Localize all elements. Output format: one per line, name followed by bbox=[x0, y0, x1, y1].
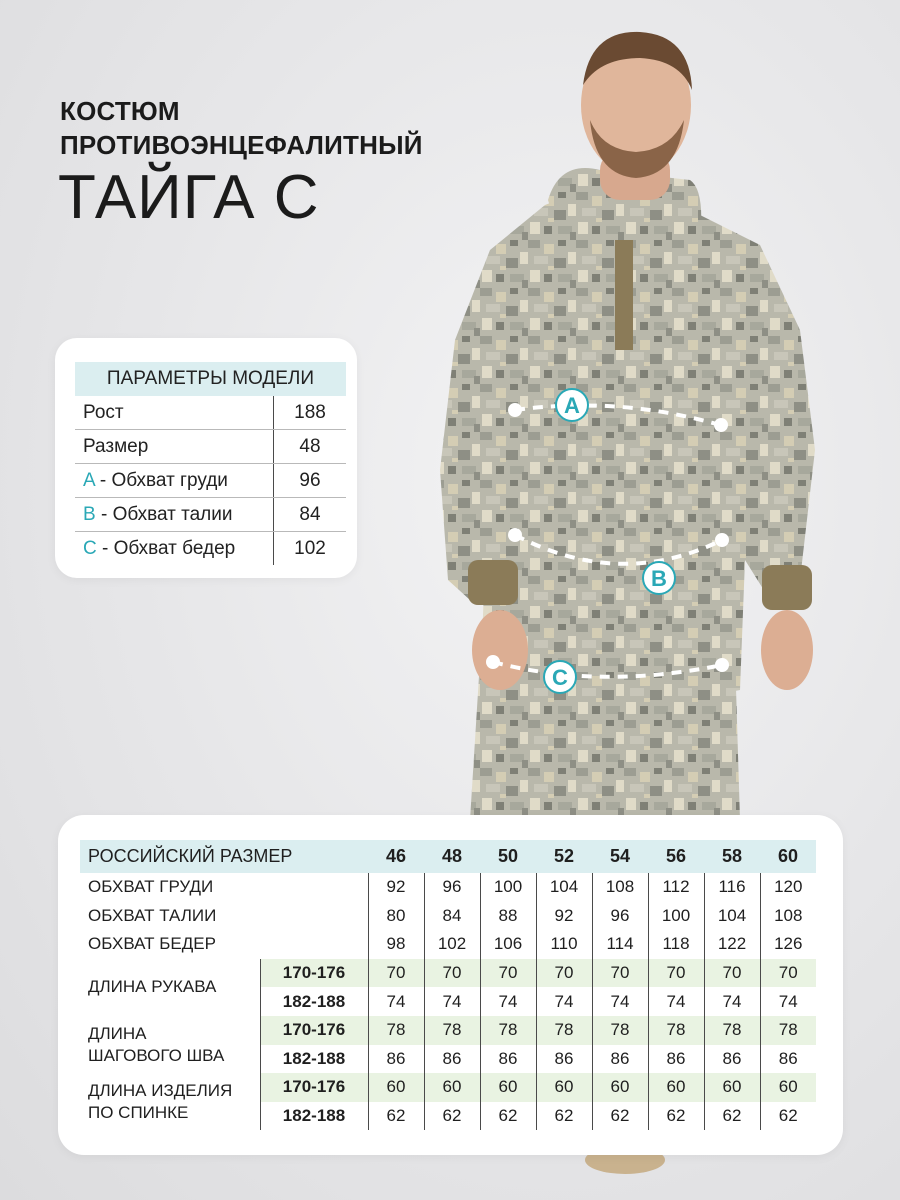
size-value-cell: 96 bbox=[592, 902, 648, 931]
size-value-cell: 74 bbox=[480, 987, 536, 1016]
size-row-label: ОБХВАТ ТАЛИИ bbox=[88, 905, 217, 925]
size-group-label bbox=[80, 1016, 260, 1073]
size-value-cell: 70 bbox=[368, 959, 424, 988]
size-value-cell: 108 bbox=[592, 873, 648, 902]
size-value-cell: 60 bbox=[424, 1073, 480, 1102]
size-value-cell: 104 bbox=[536, 873, 592, 902]
size-value-cell: 86 bbox=[424, 1045, 480, 1074]
size-value-cell: 114 bbox=[592, 930, 648, 959]
waist-dot-right bbox=[715, 533, 729, 547]
params-label: - Обхват бедер bbox=[96, 537, 236, 559]
size-value-cell: 60 bbox=[536, 1073, 592, 1102]
size-row-back-length bbox=[80, 1073, 816, 1102]
size-value-cell: 126 bbox=[760, 930, 816, 959]
size-value-cell: 86 bbox=[536, 1045, 592, 1074]
hips-dot-right bbox=[715, 658, 729, 672]
size-value-cell: 78 bbox=[480, 1016, 536, 1045]
size-value-cell: 78 bbox=[592, 1016, 648, 1045]
size-value-cell: 74 bbox=[592, 987, 648, 1016]
params-label: - Обхват груди bbox=[94, 469, 228, 491]
size-value-cell: 60 bbox=[480, 1073, 536, 1102]
height-range-cell: 182-188 bbox=[260, 987, 368, 1016]
size-value-cell: 62 bbox=[368, 1102, 424, 1131]
size-group-label-line: ДЛИНА ИЗДЕЛИЯ bbox=[88, 1080, 233, 1100]
marker-c bbox=[544, 661, 576, 693]
size-row-sleeve bbox=[80, 959, 816, 988]
params-row-waist bbox=[75, 498, 346, 532]
size-value-cell: 122 bbox=[704, 930, 760, 959]
params-letter: A bbox=[83, 469, 95, 491]
size-value-cell: 60 bbox=[368, 1073, 424, 1102]
size-value-cell: 120 bbox=[760, 873, 816, 902]
size-value-cell: 78 bbox=[760, 1016, 816, 1045]
size-chart-card bbox=[58, 815, 843, 1155]
size-value-cell: 86 bbox=[760, 1045, 816, 1074]
size-value-cell: 74 bbox=[368, 987, 424, 1016]
params-label: Рост bbox=[83, 401, 124, 423]
size-row-hips bbox=[80, 930, 816, 959]
size-value-cell: 78 bbox=[424, 1016, 480, 1045]
params-value: 102 bbox=[294, 537, 326, 559]
size-group-label-line: ДЛИНА bbox=[88, 1023, 147, 1043]
size-value-cell: 84 bbox=[424, 902, 480, 931]
size-header-cell: 52 bbox=[536, 840, 592, 873]
size-value-cell: 60 bbox=[648, 1073, 704, 1102]
size-header-cell: 48 bbox=[424, 840, 480, 873]
height-range-cell: 170-176 bbox=[260, 959, 368, 988]
size-value-cell: 86 bbox=[704, 1045, 760, 1074]
size-value-cell: 78 bbox=[648, 1016, 704, 1045]
size-value-cell: 86 bbox=[592, 1045, 648, 1074]
size-chart-table bbox=[80, 840, 816, 1130]
size-value-cell: 74 bbox=[760, 987, 816, 1016]
height-range-cell: 170-176 bbox=[260, 1073, 368, 1102]
model-params-table bbox=[75, 362, 346, 565]
size-value-cell: 70 bbox=[480, 959, 536, 988]
height-range-cell: 182-188 bbox=[260, 1045, 368, 1074]
params-value: 96 bbox=[274, 464, 347, 498]
size-value-cell: 62 bbox=[592, 1102, 648, 1131]
params-row-chest bbox=[75, 464, 346, 498]
size-value-cell: 110 bbox=[536, 930, 592, 959]
size-value-cell: 108 bbox=[760, 902, 816, 931]
size-value-cell: 60 bbox=[704, 1073, 760, 1102]
waist-dot-left bbox=[508, 528, 522, 542]
cuff-left bbox=[468, 560, 518, 605]
size-value-cell: 118 bbox=[648, 930, 704, 959]
hand-right bbox=[761, 610, 813, 690]
size-row-chest bbox=[80, 873, 816, 902]
size-value-cell: 100 bbox=[648, 902, 704, 931]
marker-c-label: C bbox=[552, 665, 568, 690]
size-value-cell: 62 bbox=[760, 1102, 816, 1131]
size-value-cell: 86 bbox=[648, 1045, 704, 1074]
size-value-cell: 62 bbox=[704, 1102, 760, 1131]
size-value-cell: 78 bbox=[368, 1016, 424, 1045]
size-value-cell: 78 bbox=[536, 1016, 592, 1045]
size-value-cell: 60 bbox=[760, 1073, 816, 1102]
cuff-right bbox=[762, 565, 812, 610]
size-header-row bbox=[80, 840, 816, 873]
size-value-cell: 62 bbox=[648, 1102, 704, 1131]
size-value-cell: 80 bbox=[368, 902, 424, 931]
model-params-card bbox=[55, 338, 357, 578]
chest-dot-right bbox=[714, 418, 728, 432]
size-header-label: РОССИЙСКИЙ РАЗМЕР bbox=[80, 840, 368, 873]
params-value: 48 bbox=[274, 430, 347, 464]
size-header-cell: 50 bbox=[480, 840, 536, 873]
size-value-cell: 70 bbox=[592, 959, 648, 988]
size-row-inseam bbox=[80, 1016, 816, 1045]
size-value-cell: 92 bbox=[536, 902, 592, 931]
height-range-cell: 182-188 bbox=[260, 1102, 368, 1131]
hand-left bbox=[472, 610, 528, 690]
size-value-cell: 102 bbox=[424, 930, 480, 959]
size-value-cell: 106 bbox=[480, 930, 536, 959]
size-header-cell: 60 bbox=[760, 840, 816, 873]
size-header-cell: 58 bbox=[704, 840, 760, 873]
size-group-label: ДЛИНА РУКАВА bbox=[88, 977, 217, 997]
size-value-cell: 96 bbox=[424, 873, 480, 902]
size-value-cell: 92 bbox=[368, 873, 424, 902]
size-group-label-line: ПО СПИНКЕ bbox=[88, 1102, 189, 1122]
size-value-cell: 74 bbox=[704, 987, 760, 1016]
size-header-cell: 46 bbox=[368, 840, 424, 873]
size-value-cell: 74 bbox=[424, 987, 480, 1016]
size-group-label-line: ШАГОВОГО ШВА bbox=[88, 1045, 225, 1065]
marker-b bbox=[643, 562, 675, 594]
title-line-2: ПРОТИВОЭНЦЕФАЛИТНЫЙ bbox=[60, 130, 423, 160]
size-value-cell: 116 bbox=[704, 873, 760, 902]
size-value-cell: 62 bbox=[480, 1102, 536, 1131]
size-row-waist bbox=[80, 902, 816, 931]
size-group-label bbox=[80, 1073, 260, 1130]
size-header-cell: 54 bbox=[592, 840, 648, 873]
size-value-cell: 112 bbox=[648, 873, 704, 902]
size-value-cell: 70 bbox=[536, 959, 592, 988]
params-label: - Обхват талии bbox=[95, 503, 233, 525]
params-row-size bbox=[75, 430, 346, 464]
marker-a-label: A bbox=[564, 393, 580, 418]
size-value-cell: 78 bbox=[704, 1016, 760, 1045]
size-value-cell: 70 bbox=[424, 959, 480, 988]
params-letter: B bbox=[83, 503, 96, 525]
size-row-label: ОБХВАТ ГРУДИ bbox=[88, 877, 214, 897]
size-value-cell: 62 bbox=[536, 1102, 592, 1131]
size-value-cell: 74 bbox=[536, 987, 592, 1016]
size-value-cell: 62 bbox=[424, 1102, 480, 1131]
marker-b-label: B bbox=[651, 566, 667, 591]
size-value-cell: 70 bbox=[648, 959, 704, 988]
params-row-height bbox=[75, 396, 346, 430]
params-value: 188 bbox=[274, 396, 347, 430]
size-value-cell: 86 bbox=[480, 1045, 536, 1074]
size-value-cell: 86 bbox=[368, 1045, 424, 1074]
height-range-cell: 170-176 bbox=[260, 1016, 368, 1045]
model-params-header: ПАРАМЕТРЫ МОДЕЛИ bbox=[75, 362, 346, 396]
title-line-1: КОСТЮМ bbox=[60, 96, 180, 126]
size-value-cell: 100 bbox=[480, 873, 536, 902]
size-value-cell: 74 bbox=[648, 987, 704, 1016]
product-title: ТАЙГА С bbox=[58, 163, 320, 232]
size-value-cell: 70 bbox=[760, 959, 816, 988]
size-value-cell: 60 bbox=[592, 1073, 648, 1102]
size-value-cell: 104 bbox=[704, 902, 760, 931]
params-row-hips bbox=[75, 532, 346, 566]
hips-dot-left bbox=[486, 655, 500, 669]
chest-dot-left bbox=[508, 403, 522, 417]
params-letter: C bbox=[83, 537, 97, 559]
size-row-label: ОБХВАТ БЕДЕР bbox=[88, 934, 216, 954]
marker-a bbox=[556, 389, 588, 421]
params-label: Размер bbox=[83, 435, 149, 457]
size-value-cell: 88 bbox=[480, 902, 536, 931]
params-value: 84 bbox=[274, 498, 347, 532]
size-value-cell: 70 bbox=[704, 959, 760, 988]
size-header-cell: 56 bbox=[648, 840, 704, 873]
zip-shape bbox=[615, 240, 633, 350]
size-value-cell: 98 bbox=[368, 930, 424, 959]
